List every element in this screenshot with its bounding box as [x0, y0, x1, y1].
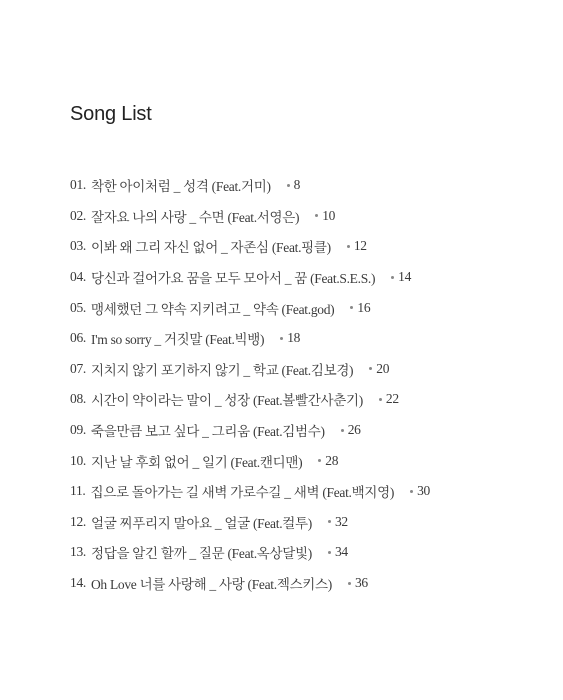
song-number: 03. [70, 238, 86, 254]
song-number: 02. [70, 207, 86, 223]
bullet-dot-icon [391, 276, 394, 279]
song-list-item [70, 323, 540, 354]
song-number: 06. [70, 330, 86, 346]
song-page-number: 10 [322, 207, 336, 223]
song-title: I'm so sorry _ 거짓말 (Feat.빅뱅) [90, 332, 265, 348]
song-number: 14. [70, 575, 86, 591]
song-title: 죽을만큼 보고 싶다 _ 그리움 (Feat.김범수) [90, 424, 325, 440]
bullet-dot-icon [280, 337, 283, 340]
song-list-item [70, 262, 540, 293]
song-number: 08. [70, 391, 86, 407]
song-list-item [70, 170, 540, 201]
bullet-dot-icon [318, 459, 321, 462]
song-title: 지난 날 후회 없어 _ 일기 (Feat.캔디맨) [90, 454, 303, 470]
bullet-dot-icon [369, 367, 372, 370]
song-title: 지치지 않기 포기하지 않기 _ 학교 (Feat.김보경) [90, 362, 354, 378]
song-page-number: 12 [353, 238, 367, 254]
song-list-item [70, 201, 540, 232]
song-number: 07. [70, 360, 86, 376]
song-title: 맹세했던 그 약속 지키려고 _ 약속 (Feat.god) [90, 301, 335, 317]
song-title: 당신과 걸어가요 꿈을 모두 모아서 _ 꿈 (Feat.S.E.S.) [90, 271, 376, 287]
song-list-item [70, 476, 540, 507]
song-page-number: 32 [334, 513, 348, 529]
bullet-dot-icon [379, 398, 382, 401]
song-number: 12. [70, 513, 86, 529]
song-list [70, 170, 540, 598]
song-title: Oh Love 너를 사랑해 _ 사랑 (Feat.젝스키스) [90, 577, 332, 593]
song-title: 얼굴 찌푸리지 말아요 _ 얼굴 (Feat.컬투) [90, 515, 312, 531]
song-page-number: 14 [398, 269, 412, 285]
song-page-number: 22 [385, 391, 399, 407]
song-title: 이봐 왜 그리 자신 없어 _ 자존심 (Feat.핑클) [90, 240, 331, 256]
song-list-item [70, 537, 540, 568]
song-list-item [70, 354, 540, 385]
song-list-item [70, 231, 540, 262]
song-number: 04. [70, 269, 86, 285]
bullet-dot-icon [315, 214, 318, 217]
song-page-number: 18 [287, 330, 301, 346]
song-number: 13. [70, 544, 86, 560]
song-page-number: 36 [354, 575, 368, 591]
bullet-dot-icon [410, 490, 413, 493]
song-list-item [70, 568, 540, 599]
song-title: 잘자요 나의 사랑 _ 수면 (Feat.서영은) [90, 209, 300, 225]
song-page-number: 28 [325, 452, 339, 468]
song-title: 시간이 약이라는 말이 _ 성장 (Feat.볼빨간사춘기) [90, 393, 363, 409]
song-list-item [70, 507, 540, 538]
bullet-dot-icon [348, 582, 351, 585]
song-title: 집으로 돌아가는 길 새벽 가로수길 _ 새벽 (Feat.백지영) [90, 485, 395, 501]
song-number: 10. [70, 452, 86, 468]
bullet-dot-icon [341, 429, 344, 432]
bullet-dot-icon [350, 306, 353, 309]
song-list-item [70, 292, 540, 323]
song-page-number: 30 [417, 483, 430, 499]
bullet-dot-icon [347, 245, 350, 248]
song-title: 정답을 알긴 할까 _ 질문 (Feat.옥상달빛) [90, 546, 312, 562]
song-page-number: 16 [357, 299, 371, 315]
song-list-item [70, 445, 540, 476]
song-number: 11. [70, 483, 86, 499]
bullet-dot-icon [328, 551, 331, 554]
song-list-item [70, 415, 540, 446]
song-number: 01. [70, 177, 86, 193]
song-list-item [70, 384, 540, 415]
song-page-number: 20 [376, 360, 390, 376]
song-page-number: 8 [293, 177, 301, 193]
bullet-dot-icon [287, 184, 290, 187]
page-title: Song List [70, 103, 152, 125]
song-page-number: 34 [334, 544, 348, 560]
song-number: 09. [70, 422, 86, 438]
song-page-number: 26 [347, 422, 361, 438]
song-title: 착한 아이처럼 _ 성격 (Feat.거미) [90, 179, 271, 195]
bullet-dot-icon [328, 520, 331, 523]
song-number: 05. [70, 299, 86, 315]
